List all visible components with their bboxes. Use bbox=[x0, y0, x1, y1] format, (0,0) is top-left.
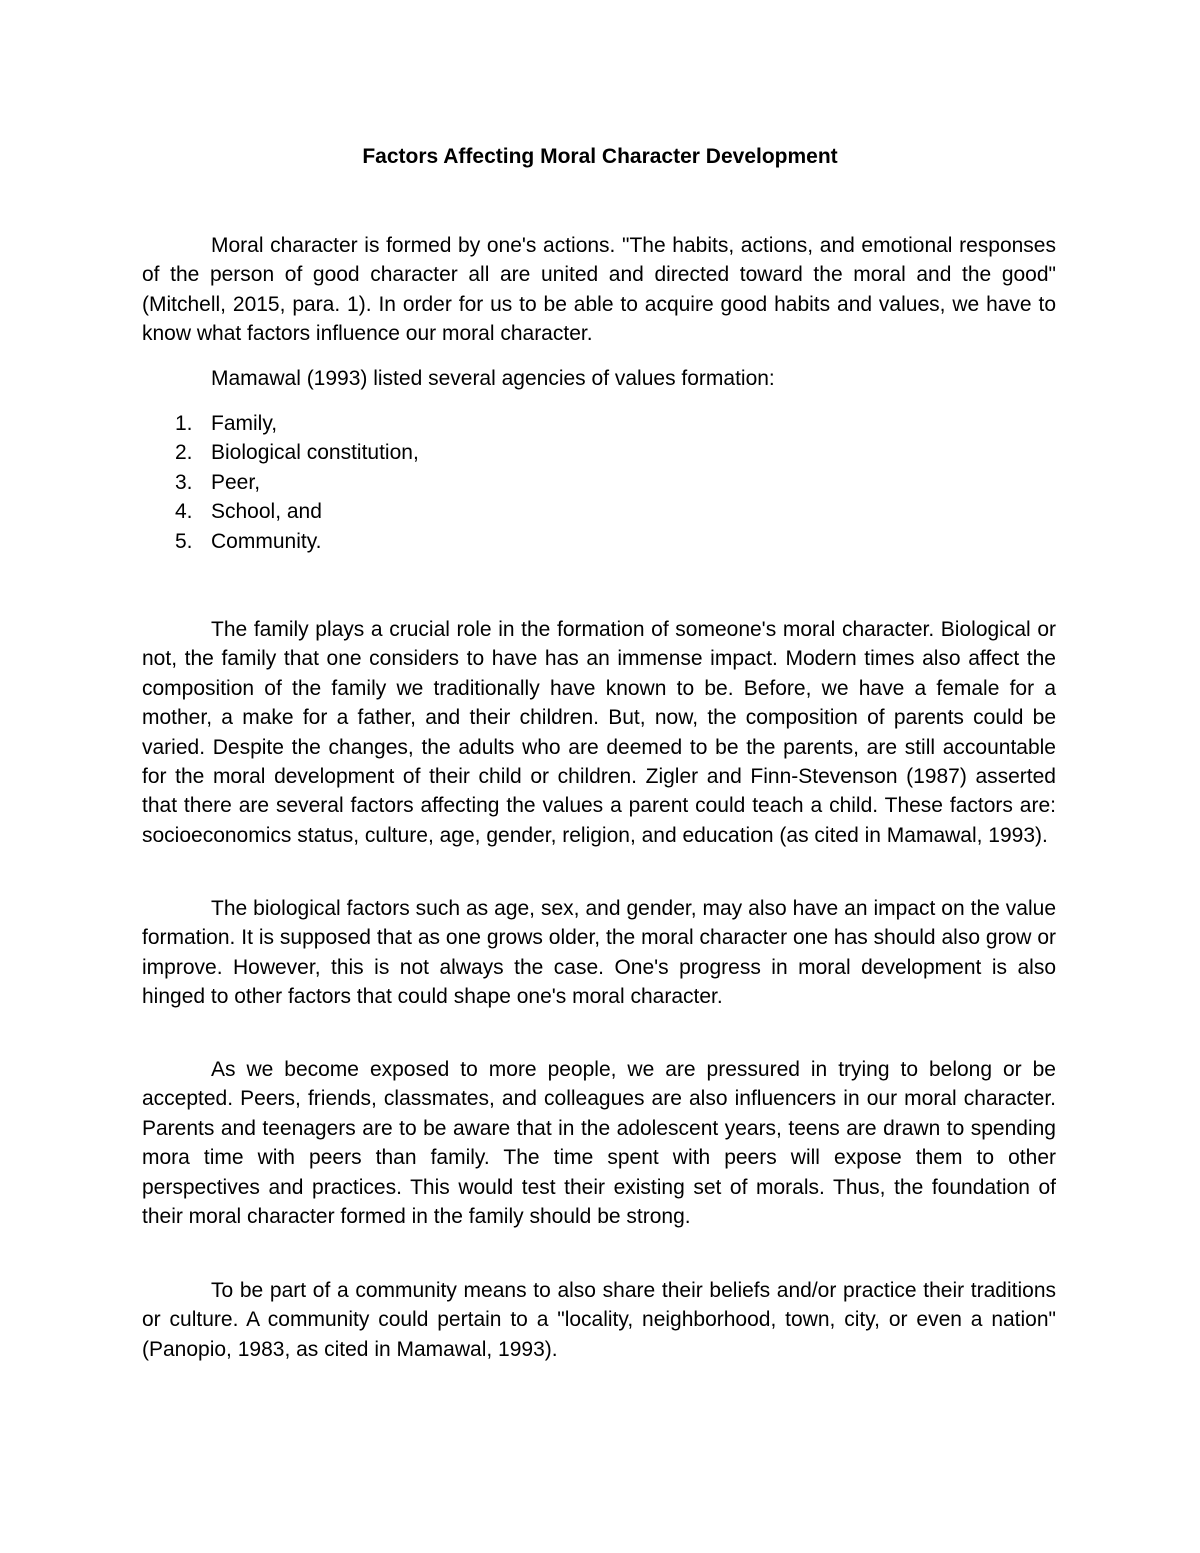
list-item-text: Biological constitution, bbox=[211, 441, 419, 465]
paragraph-text: Moral character is formed by one's actions. "The habits, actions, and emotional responses of the person of good character all are united and directed toward the moral and the good" (Mitchell, 2015, para. 1). In order for us to be able to acquire good habits and values, we have to know what factors influence our moral character. bbox=[142, 234, 1056, 346]
list-item bbox=[142, 527, 1056, 556]
paragraph-text: The biological factors such as age, sex, and gender, may also have an impact on the value formation. It is supposed that as one grows older, the moral character one has should also grow or improve. However, this is not always the case. One's progress in moral development is also hinged to other factors that could shape one's moral character. bbox=[142, 897, 1056, 1009]
list-item bbox=[142, 438, 1056, 467]
list-item bbox=[142, 468, 1056, 497]
paragraph-biological bbox=[142, 894, 1056, 1012]
paragraph-text: As we become exposed to more people, we are pressured in trying to belong or be accepted. Peers, friends, classmates, and colleagues are also influencers in our moral character. Parents and teenagers are to be aware that in the adolescent years, teens are drawn to spending mora time with peers than family. The time spent with peers will expose them to other perspectives and practices. This would test their existing set of morals. Thus, the foundation of their moral character formed in the family should be strong. bbox=[142, 1058, 1056, 1229]
paragraph-intro bbox=[142, 231, 1056, 349]
paragraph-peers bbox=[142, 1055, 1056, 1231]
list-item bbox=[142, 409, 1056, 438]
list-item bbox=[142, 497, 1056, 526]
list-item-text: Peer, bbox=[211, 470, 261, 494]
paragraph-community bbox=[142, 1276, 1056, 1364]
list-item-number: 1. bbox=[175, 412, 193, 435]
list-item-number: 2. bbox=[175, 441, 193, 465]
agencies-list bbox=[142, 409, 1056, 556]
list-item-number: 4. bbox=[175, 500, 193, 524]
list-item-text: Family, bbox=[211, 412, 278, 435]
page-title: Factors Affecting Moral Character Development bbox=[362, 145, 838, 168]
paragraph-family bbox=[142, 615, 1056, 850]
paragraph-text: The family plays a crucial role in the formation of someone's moral character. Biological or not, the family that one considers to have has an immense impact. Modern times also affect the composition of the family we traditionally have known to be. Before, we have a female for a mother, a make for a father, and their children. But, now, the composition of parents could be varied. Despite the changes, the adults who are deemed to be the parents, are still accountable for the moral development of their child or children. Zigler and Finn-Stevenson (1987) asserted that there are several factors affecting the values a parent could teach a child. These factors are: socioeconomics status, culture, age, gender, religion, and education (as cited in Mamawal, 1993). bbox=[142, 618, 1056, 847]
list-item-number: 5. bbox=[175, 529, 193, 553]
list-item-text: Community. bbox=[211, 529, 322, 553]
paragraph-text: Mamawal (1993) listed several agencies of values formation: bbox=[211, 367, 775, 390]
list-item-text: School, and bbox=[211, 500, 322, 524]
list-item-number: 3. bbox=[175, 470, 193, 494]
paragraph-text: To be part of a community means to also share their beliefs and/or practice their traditions or culture. A community could pertain to a "locality, neighborhood, town, city, or even a nation" (Panopio, 1983, as cited in Mamawal, 1993). bbox=[142, 1279, 1056, 1361]
paragraph-agencies-intro bbox=[142, 364, 1056, 393]
